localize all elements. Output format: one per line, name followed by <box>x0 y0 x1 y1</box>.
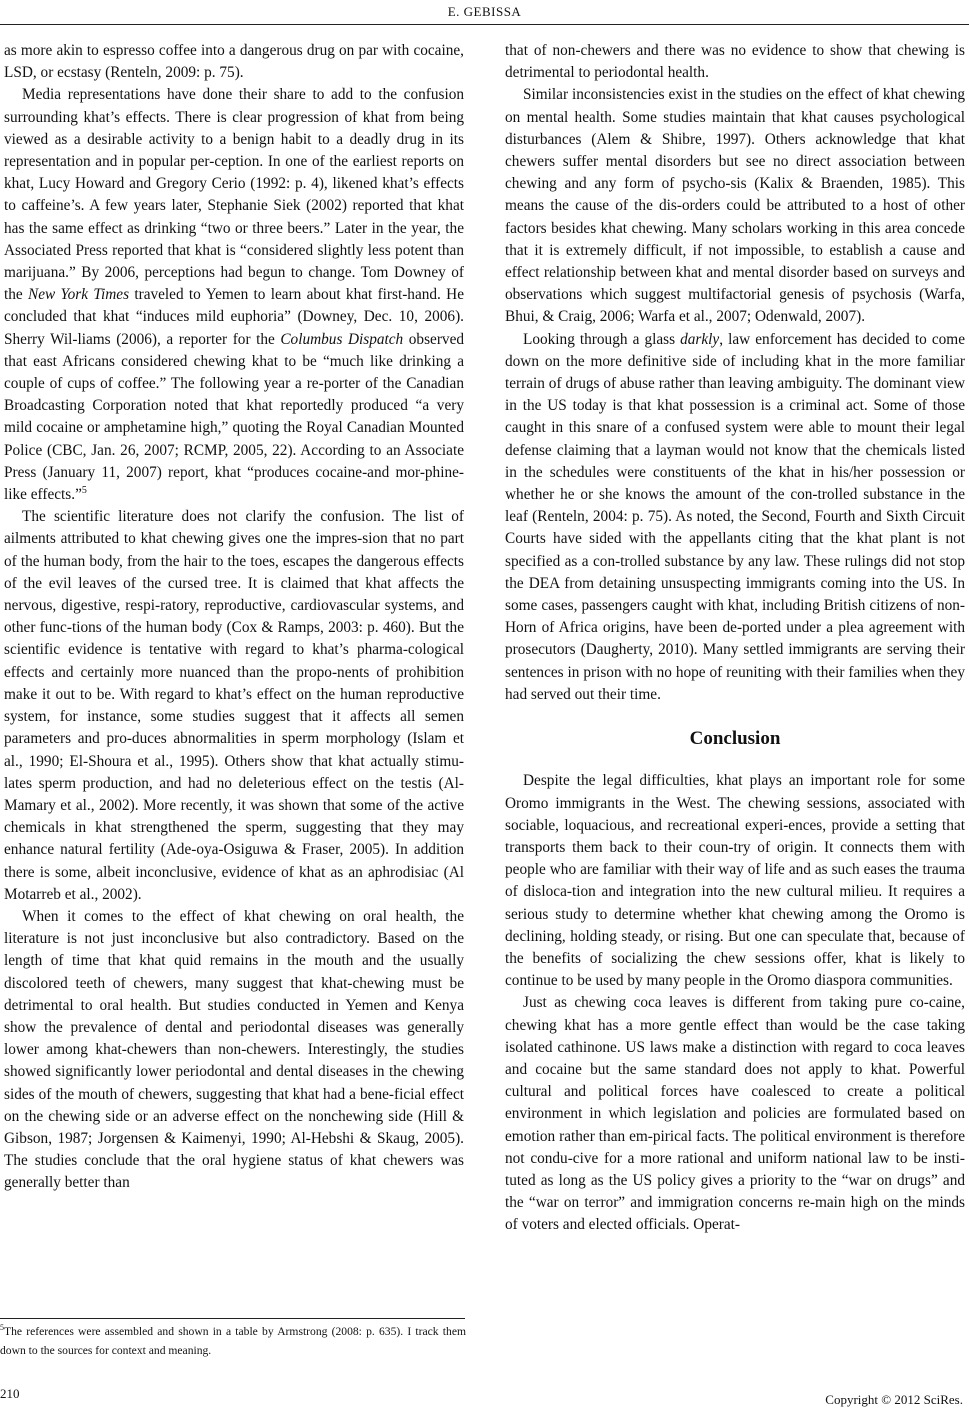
paragraph-media-representations <box>4 84 464 506</box>
header-divider <box>0 24 969 25</box>
footnote <box>0 1322 466 1360</box>
paragraph: that of non-chewers and there was no evidence to show that chewing is detrimental to periodontal health. <box>505 42 965 82</box>
paragraph-coca-comparison: Just as chewing coca leaves is different from taking pure co-caine, chewing khat has a more gentle effect than would be the case taking isolated cathinone. US laws make a distinction with regard to coca leaves and cocaine but the same standard does not apply to khat. Powerful cultural and political forces have coalesced to create a political environment in which legislation and policies are formulated based on emotion rather than em-pirical facts. The political environment is therefore not condu-cive for a more rational and uniform national law to be insti-tuted as long as the US policy gives a priority to the “war on drugs” and the “war on terror” and immigration concerns re-main high on the minds of voters and elected officials. Operat- <box>505 994 965 1234</box>
emphasis: darkly <box>680 330 720 348</box>
paragraph-oral-health: When it comes to the effect of khat chewing on oral health, the literature is not just inconclusive but also contradictory. Based on the length of time that khat quid remains in the mouth and the usually discolored teeth of chewers, many suggest that khat-chewing must be detrimental to oral health. But studies conducted in Yemen and Kenya show the prevalence of dental and periodontal diseases was generally lower among khat-chewers than non-chewers. Interestingly, the studies showed significantly lower periodontal and dental diseases in the chewing sides of the mouth of chewers, suggesting that khat had a bene-ficial effect on the chewing side or an adverse effect on the nonchewing side (Hill & Gibson, 1987; Jorgensen & Kaimenyi, 1990; Al-Hebshi & Skaug, 2005). The studies conclude that the oral hygiene status of khat chewers was generally better than <box>4 907 464 1192</box>
section-heading-conclusion: Conclusion <box>689 728 781 750</box>
left-column <box>4 40 464 1195</box>
paragraph-law-enforcement <box>505 329 965 706</box>
paragraph-scientific-literature: The scientific literature does not clarify the confusion. The list of ailments attributed to khat chewing gives one the impres-sion that no part of the human body, from the hair to the toes, escapes the dangerous effects of the evil leaves of the cursed tree. It is claimed that khat affects the nervous, digestive, respi-ratory, reproductive, cardiovascular systems, and other func-tions of the human body (Cox & Ramps, 2003: p. 460). But the scientific evidence is tentative with regard to khat’s pharma-cological effects and certainly more nuanced than the propo-nents of prohibition make it out to be. With regard to khat’s effect on the human reproductive system, for instance, some studies suggest that it affects all semen parameters and pro-duces abnormalities in sperm morphology (Islam et al., 1990; El-Shoura et al., 1995). Others show that khat actually stimu-lates sperm production, and had no deleterious effect on the testis (Al-Mamary et al., 2002). More recently, it was shown that some of the active chemicals in khat strengthened the sperm, suggesting that they may enhance natural fertility (Ade-oya-Osiguwa & Fraser, 2005). In addition there is some, albeit inconclusive, evidence of khat as an aphrodisiac (Al Motarreb et al., 2002). <box>4 508 464 903</box>
text-run: observed that east Africans considered chewing khat to be “much like drinking a couple of cups of coffee.” The following year a re-porter of the Canadian Broadcasting Corporation noted that khat reportedly produced “a very mild cocaine or amphetamine high,” quoting the Royal Canadian Mounted Police (CBC, Jan. 26, 2007; RCMP, 2005, 22). According to an Associate Press (January 11, 2007) report, khat “produces cocaine-and mor-phine-like effects.” <box>4 330 465 504</box>
page-number: 210 <box>0 1386 20 1401</box>
paragraph-conclusion: Despite the legal difficulties, khat plays an important role for some Oromo immigrants in the West. The chewing sessions, associated with sociable, loquacious, and recreational experi-ences, provide a setting that transports them back to their coun-try of origin. It connects them with people who are familiar with their way of life and as such eases the trauma of disloca-tion and integration into the new cultural milieu. It requires a serious study to determine whether khat chewing among the Oromo is declining, holding steady, or rising. But one can speculate that, because of the benefits of socializing the chew sessions offer, khat is likely to continue to be used by many people in the Oromo diaspora communities. <box>505 772 965 990</box>
publication-title: New York Times <box>28 286 130 304</box>
footnote-marker: 5 <box>0 1323 4 1333</box>
publication-title: Columbus Dispatch <box>280 330 404 348</box>
paragraph-mental-health: Similar inconsistencies exist in the studies on the effect of khat chewing on mental health. Some studies maintain that khat causes psychological disturbances (Alem & Shibre, 1997). Others acknowledge that khat chewers suffer mental disorders but see no direct association between chewing and any form of psycho-sis (Kalix & Braenden, 1985). This means the cause of the dis-orders could be attributed to a host of other factors besides khat chewing. Many scholars working in this area concede that it is extremely difficult, if not impossible, to establish a cause and effect relationship between khat and mental disorder based on surveys and observations which suggest multifactorial genesis of psychosis (Warfa, Bhui, & Craig, 2006; Warfa et al., 2007; Odenwald, 2007). <box>505 86 965 326</box>
footnote-text: The references were assembled and shown in a table by Armstrong (2008: p. 635). I track them down to the sources for context and meaning. <box>0 1325 466 1357</box>
running-header: E. GEBISSA <box>447 4 522 19</box>
footnote-reference: 5 <box>81 484 87 496</box>
footnote-divider <box>0 1318 465 1319</box>
copyright-notice: Copyright © 2012 SciRes. <box>825 1392 963 1407</box>
text-run: traveled to Yemen to learn about khat first-hand. He concluded that khat “induces mild euphoria” (Downey, Dec. 10, 2006). Sherry Wil-liams (2006), a reporter for the <box>4 286 465 348</box>
text-run: , law enforcement has decided to come down on the more definitive side of including khat in the more familiar terrain of drugs of abuse rather than leaving ambiguity. The dominant view in the US today is that khat possession is a criminal act. Some of those caught in this snare of a confused system were able to mount their legal defense claiming that a layman would not know that the chemicals listed in the schedules were constituents of the khat in his/her possession or whether he or she knows the amount of the con-trolled substance in the leaf (Renteln, 2004: p. 75). As noted, the Second, Fourth and Sixth Circuit Courts have sided with the appellants citing that the khat plant is not specified as a con-trolled substance by any law. These rulings did not stop the DEA from detaining unsuspecting immigrants coming into the US. In some cases, passengers caught with khat, including British citizens of non-Horn of Africa origins, have been de-ported under a plea agreement with prosecutors (Daugherty, 2010). Many settled immigrants are serving their sentences in prison with no hope of reuniting with their families when they had served out their time. <box>505 330 965 703</box>
text-run: Media representations have done their share to add to the confusion surrounding khat’s effects. There is clear progression of khat from being viewed as a desirable activity to a benign habit to a deadly drug in its representation and in popular per-ception. In one of the earliest reports on khat, Lucy Howard and Gregory Cerio (1992: p. 4), likened khat’s effects to caffeine’s. A few years later, Stephanie Siek (2002) reported that khat has the same effect as drinking “two or three beers.” Later in the year, the Associated Press reported that khat is “considered slightly less potent than marijuana.” By 2006, perceptions had begun to change. Tom Downey of the <box>4 86 464 304</box>
paragraph: as more akin to espresso coffee into a dangerous drug on par with cocaine, LSD, or ecstasy (Renteln, 2009: p. 75). <box>4 42 464 82</box>
text-run: Looking through a glass <box>523 330 681 348</box>
right-column <box>505 40 965 1237</box>
